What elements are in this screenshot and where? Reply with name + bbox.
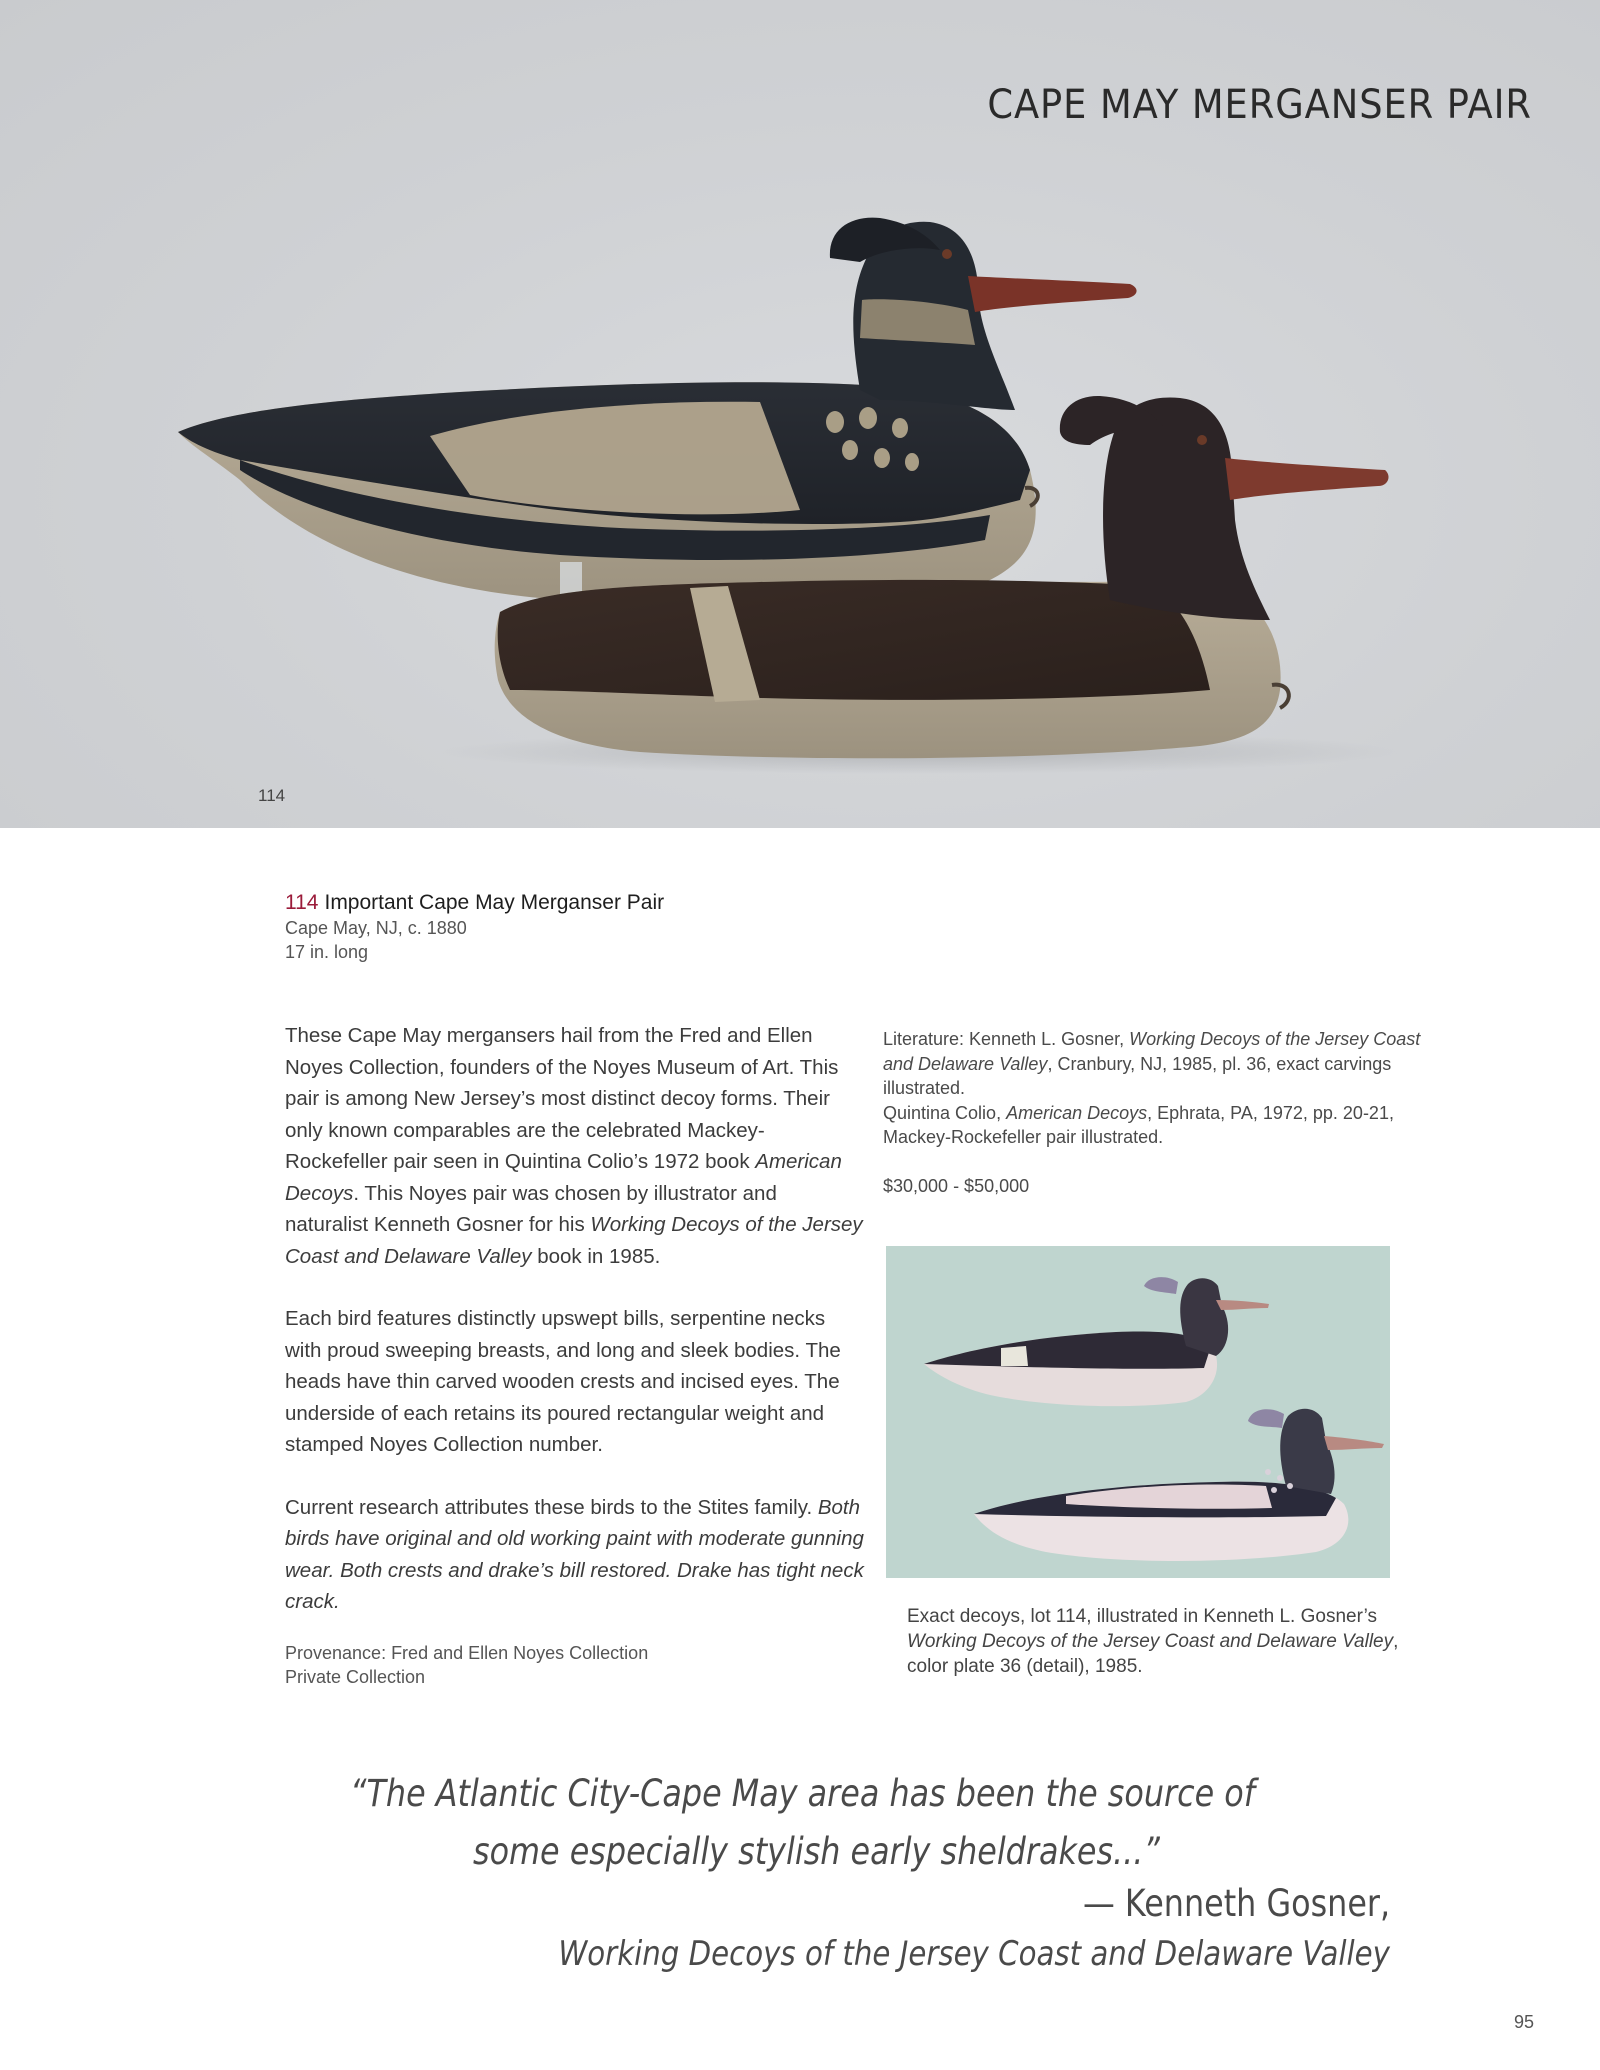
- description-paragraph-3: Current research attributes these birds to the Stites family. Both birds have original and old working paint with moderate gunning wear. Both crests and drake’s bill restored. Drake has tight neck crack.: [285, 1495, 864, 1613]
- estimate: $30,000 - $50,000: [883, 1175, 1030, 1196]
- lot-title: Important Cape May Merganser Pair: [324, 891, 665, 914]
- page-heading: CAPE MAY MERGANSER PAIR: [987, 82, 1532, 128]
- color-plate-illustration: [886, 1246, 1390, 1578]
- provenance-line-1: Provenance: Fred and Ellen Noyes Collection: [285, 1642, 649, 1663]
- quote-line-1: “The Atlantic City-Cape May area has been the source of: [350, 1772, 1255, 1815]
- hero-photo: [0, 0, 1600, 828]
- description-paragraph-2: Each bird features distinctly upswept bills, serpentine necks with proud sweeping breasts, and long and sleek bodies. The heads have thin carved wooden crests and incised eyes. The underside of each retains its poured rectangular weight and stamped Noyes Collection number.: [285, 1307, 841, 1456]
- literature-entry-1: Literature: Kenneth L. Gosner, Working Decoys of the Jersey Coast and Delaware Valley, Cranbury, NJ, 1985, pl. 36, exact carvings illustrated.: [883, 1029, 1421, 1098]
- quote-source: Working Decoys of the Jersey Coast and Delaware Valley: [558, 1934, 1390, 1974]
- description-paragraph-1: These Cape May mergansers hail from the Fred and Ellen Noyes Collection, founders of the Noyes Museum of Art. This pair is among New Jersey’s most distinct decoy forms. Their only known comparables are the celebrated Mackey-Rockefeller pair seen in Quintina Colio’s 1972 book American Decoys. This Noyes pair was chosen by illustrator and naturalist Kenneth Gosner for his Working Decoys of the Jersey Coast and Delaware Valley book in 1985.: [285, 1024, 863, 1268]
- lot-number: 114: [285, 891, 319, 914]
- photo-lot-number: 114: [258, 786, 286, 805]
- literature-column: [883, 1027, 1443, 1198]
- page-number: 95: [1513, 2012, 1534, 2032]
- quote-line-2: some especially stylish early sheldrakes...”: [473, 1830, 1160, 1873]
- lot-size: 17 in. long: [285, 942, 369, 962]
- lot-origin: Cape May, NJ, c. 1880: [285, 918, 467, 938]
- quote-attribution: — Kenneth Gosner,: [1082, 1882, 1390, 1925]
- literature-entry-2: Quintina Colio, American Decoys, Ephrata, PA, 1972, pp. 20-21, Mackey-Rockefeller pair illustrated.: [883, 1102, 1394, 1147]
- plate-caption: Exact decoys, lot 114, illustrated in Kenneth L. Gosner’s Working Decoys of the Jersey Coast and Delaware Valley, color plate 36 (detail), 1985.: [907, 1606, 1399, 1677]
- lot-header: [285, 890, 664, 964]
- provenance-line-2: Private Collection: [285, 1666, 426, 1687]
- plate-decoys-illustration: [886, 1246, 1390, 1578]
- description-column: [285, 1020, 865, 1689]
- provenance: [285, 1641, 865, 1689]
